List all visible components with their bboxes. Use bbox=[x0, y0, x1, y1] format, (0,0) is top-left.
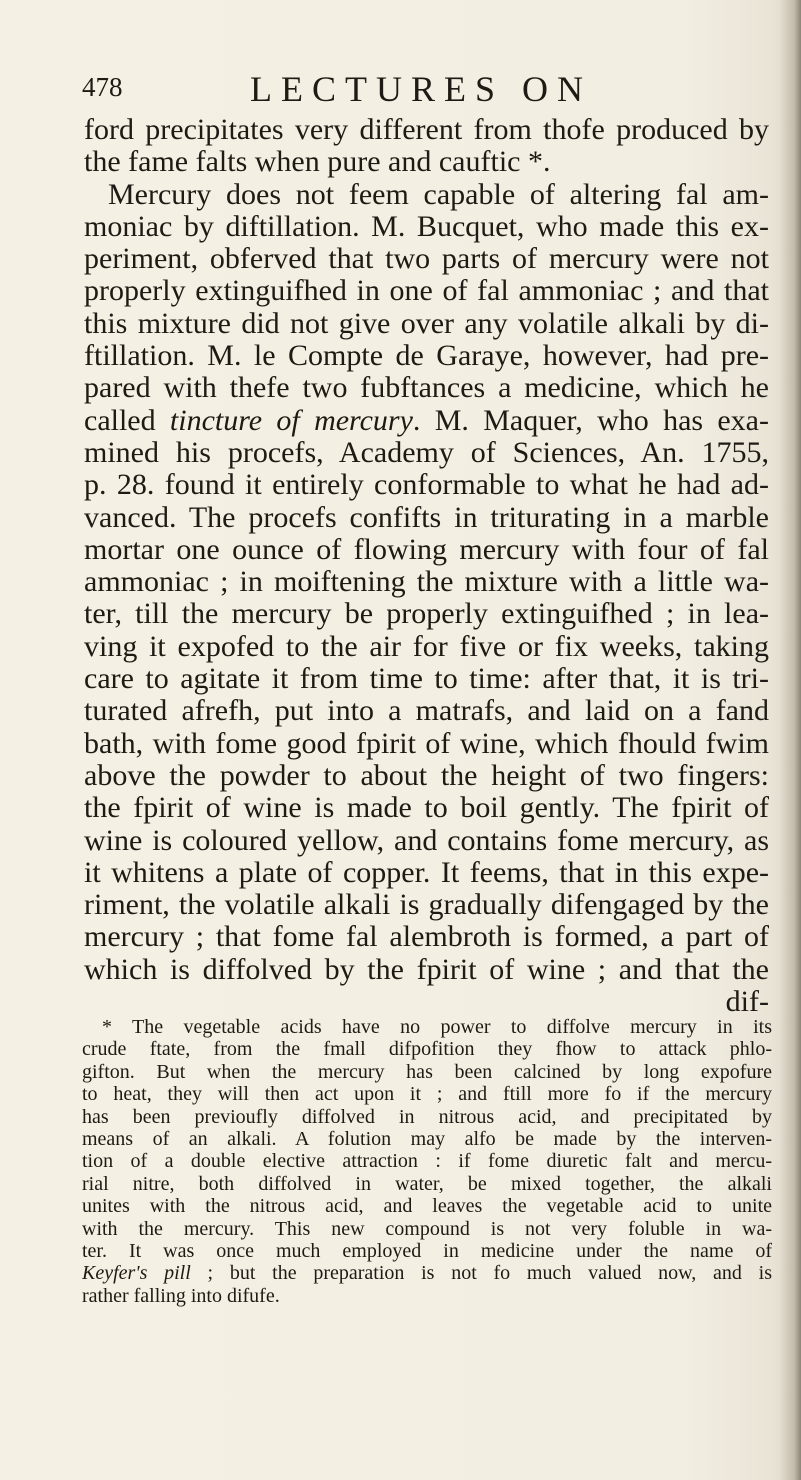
text-line: called tincture of mercury. M. Maquer, who has exa- bbox=[84, 404, 769, 437]
text-line: vanced. The procefs confifts in triturating in a marble bbox=[84, 501, 769, 534]
text-line: turated afrefh, put into a matrafs, and laid on a fand bbox=[84, 695, 769, 728]
running-head: LECTURES ON bbox=[250, 69, 592, 109]
footnote-line: means of an alkali. A folution may alfo be made by the interven- bbox=[82, 1127, 772, 1150]
footnote-line: rather falling into difufe. bbox=[82, 1284, 280, 1307]
text-line: the fpirit of wine is made to boil gently. The fpirit of bbox=[84, 792, 769, 825]
text-line: the fame falts when pure and cauftic *. bbox=[84, 146, 551, 179]
text-line: riment, the volatile alkali is gradually difengaged by the bbox=[84, 889, 769, 922]
text-line: properly extinguifhed in one of fal ammoniac ; and that bbox=[84, 275, 769, 308]
text-line: mined his procefs, Academy of Sciences, An. 1755, bbox=[84, 436, 769, 469]
text-line: it whitens a plate of copper. It feems, that in this expe- bbox=[84, 856, 769, 889]
page-edge-shadow bbox=[779, 0, 801, 1480]
footnote-line: unites with the nitrous acid, and leaves the vegetable acid to unite bbox=[82, 1195, 772, 1218]
text-line: this mixture did not give over any volatile alkali by di- bbox=[84, 307, 769, 340]
footnote-line: crude ftate, from the fmall difpofition they fhow to attack phlo- bbox=[82, 1038, 772, 1061]
footnote-line: rial nitre, both diffolved in water, be mixed together, the alkali bbox=[82, 1172, 772, 1195]
text-line: above the powder to about the height of two fingers: bbox=[84, 759, 769, 792]
text-line: ammoniac ; in moiftening the mixture with a little wa- bbox=[84, 566, 769, 599]
catchword: dif- bbox=[725, 986, 769, 1019]
text-line: care to agitate it from time to time: after that, it is tri- bbox=[84, 663, 769, 696]
text-line: Mercury does not feem capable of altering fal am- bbox=[108, 178, 769, 211]
text-line: pared with thefe two fubftances a medicine, which he bbox=[84, 372, 769, 405]
text-line: moniac by diftillation. M. Bucquet, who made this ex- bbox=[84, 210, 769, 243]
text-line: p. 28. found it entirely conformable to what he had ad- bbox=[84, 469, 769, 502]
text-line: mortar one ounce of flowing mercury with four of fal bbox=[84, 533, 769, 566]
text-line: periment, obferved that two parts of mercury were not bbox=[84, 243, 769, 276]
text-line: ftillation. M. le Compte de Garaye, however, had pre- bbox=[84, 340, 769, 373]
text-line: wine is coloured yellow, and contains fome mercury, as bbox=[84, 824, 769, 857]
footnote bbox=[82, 1016, 772, 1307]
footnote-line: * The vegetable acids have no power to diffolve mercury in its bbox=[102, 1016, 772, 1038]
footnote-line: ter. It was once much employed in medicine under the name of bbox=[82, 1239, 772, 1262]
text-line: which is diffolved by the fpirit of wine ; and that the bbox=[84, 953, 769, 986]
footnote-line: gifton. But when the mercury has been calcined by long expofure bbox=[82, 1060, 772, 1083]
footnote-line: with the mercury. This new compound is not very foluble in wa- bbox=[82, 1217, 772, 1240]
text-line: ving it expofed to the air for five or fix weeks, taking bbox=[84, 630, 769, 663]
text-line: ford precipitates very different from thofe produced by bbox=[84, 114, 769, 146]
footnote-line: Keyfer's pill ; but the preparation is not fo much valued now, and is bbox=[82, 1262, 772, 1285]
text-line: bath, with fome good fpirit of wine, which fhould fwim bbox=[84, 727, 769, 760]
footnote-line: has been previoufly diffolved in nitrous acid, and precipitated by bbox=[82, 1105, 772, 1128]
main-text bbox=[84, 114, 769, 1018]
text-line: ter, till the mercury be properly extinguifhed ; in lea- bbox=[84, 598, 769, 631]
footnote-line: to heat, they will then act upon it ; and ftill more fo if the mercury bbox=[82, 1083, 772, 1106]
page-header bbox=[82, 68, 722, 108]
text-line: mercury ; that fome fal alembroth is formed, a part of bbox=[84, 921, 769, 954]
footnote-line: tion of a double elective attraction : if fome diuretic falt and mercu- bbox=[82, 1150, 772, 1173]
page-number: 478 bbox=[82, 72, 123, 102]
